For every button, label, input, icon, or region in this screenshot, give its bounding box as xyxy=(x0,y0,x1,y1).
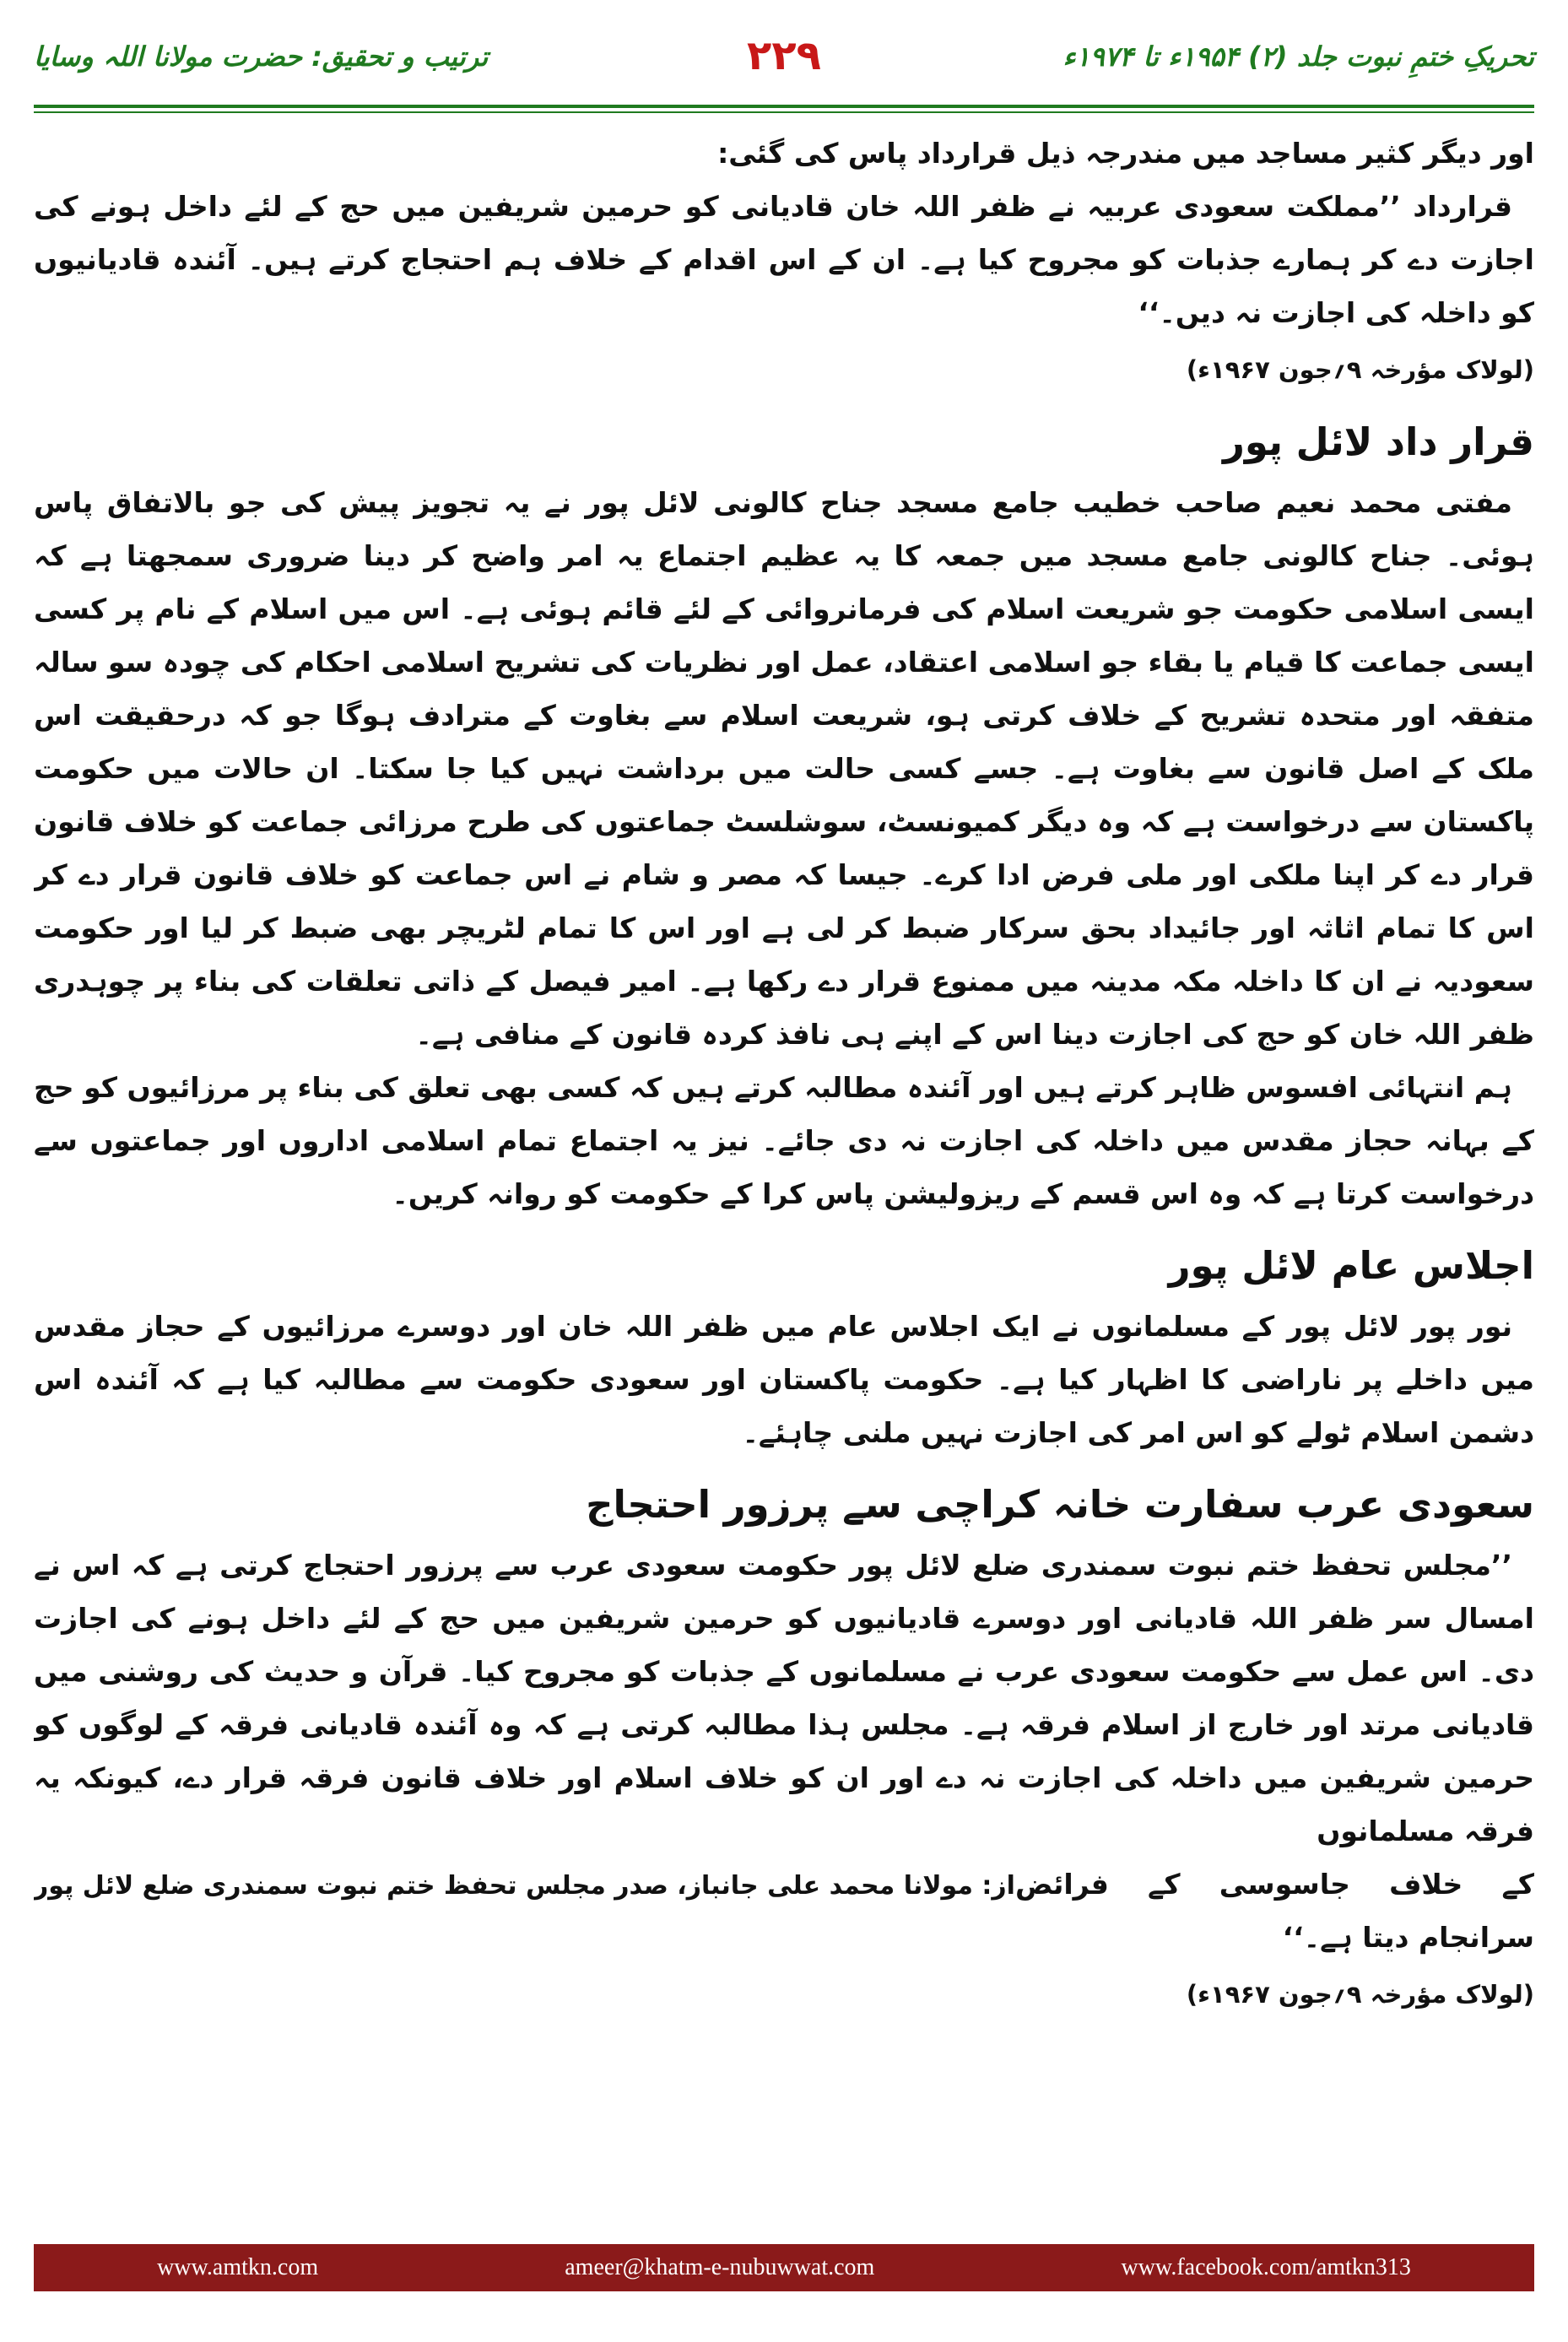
header-divider xyxy=(34,105,1534,113)
closing-line xyxy=(34,1858,1534,1964)
intro-line: اور دیگر کثیر مساجد میں مندرجہ ذیل قرارداد پاس کی گئی: xyxy=(717,137,1534,170)
book-title: تحریکِ ختمِ نبوت جلد (۲) ۱۹۵۴ء تا ۱۹۷۴ء xyxy=(1062,41,1534,73)
page-footer xyxy=(34,2244,1534,2291)
footer-email-link[interactable]: ameer@khatm-e-nubuwwat.com xyxy=(565,2254,875,2280)
citation: (لولاک مؤرخہ ۹؍جون ۱۹۶۷ء) xyxy=(1186,355,1534,384)
footer-facebook-link[interactable]: www.facebook.com/amtkn313 xyxy=(1121,2254,1411,2280)
resolution-text: قرارداد ’’مملکت سعودی عربیہ نے ظفر اللہ خان قادیانی کو حرمین شریفین میں حج کے لئے داخل ہونے کی اجازت دے کر ہمارے جذبات کو مجروح کیا ہے۔ ان کے اس اقدام کے خلاف ہم احتجاج کرتے ہیں۔ آئندہ قادیانیوں کو داخلہ کی اجازت نہ دیں۔‘‘ xyxy=(34,190,1534,329)
closing-text: کے خلاف جاسوسی کے فرائض سرانجام دیتا ہے۔‘‘ xyxy=(1014,1868,1534,1954)
signature: از: مولانا محمد علی جانباز، صدر مجلس تحفظ ختم نبوت سمندری ضلع لائل پور xyxy=(34,1871,1015,1901)
page-body xyxy=(34,127,1534,2215)
footer-website-link[interactable]: www.amtkn.com xyxy=(157,2254,319,2280)
compiler-credit: ترتیب و تحقیق: حضرت مولانا اللہ وسایا xyxy=(34,41,489,73)
section-heading: سعودی عرب سفارت خانہ کراچی سے پرزور احتجاج xyxy=(586,1482,1534,1527)
paragraph: مفتی محمد نعیم صاحب خطیب جامع مسجد جناح کالونی لائل پور نے یہ تجویز پیش کی جو بالاتفاق پاس ہوئی۔ جناح کالونی جامع مسجد میں جمعہ کا یہ عظیم اجتماع یہ امر واضح کر دینا ضروری سمجھتا ہے کہ ایسی اسلامی حکومت جو شریعت اسلام کی فرمانروائی کے لئے قائم ہوئی ہے۔ اس میں اسلام کے نام پر کسی ایسی جماعت کا قیام یا بقاء جو اسلامی اعتقاد، عمل اور نظریات کی تشریح اسلامی احکام کی چودہ سو سالہ متفقہ اور متحدہ تشریح کے خلاف کرتی ہو، شریعت اسلام سے بغاوت کے مترادف ہوگا جو کہ درحقیقت اس ملک کے اصل قانون سے بغاوت ہے۔ جسے کسی حالت میں برداشت نہیں کیا جا سکتا۔ ان حالات میں حکومت پاکستان سے درخواست ہے کہ وہ دیگر کمیونسٹ، سوشلسٹ جماعتوں کی طرح مرزائی جماعت کو خلاف قانون قرار دے کر اپنا ملکی اور ملی فرض ادا کرے۔ جیسا کہ مصر و شام نے اس جماعت کو خلاف قانون قرار دے کر اس کا تمام اثاثہ اور جائیداد بحق سرکار ضبط کر لی ہے اور اس کا تمام لٹریچر بھی ضبط کر لیا اور حکومت سعودیہ نے ان کا داخلہ مکہ مدینہ میں ممنوع قرار دے رکھا ہے۔ امیر فیصل کے ذاتی تعلقات کی بناء پر چوہدری ظفر اللہ خان کو حج کی اجازت دینا اس کے اپنے ہی نافذ کردہ قانون کے منافی ہے۔ xyxy=(34,486,1534,1051)
paragraph: ہم انتہائی افسوس ظاہر کرتے ہیں اور آئندہ مطالبہ کرتے ہیں کہ کسی بھی تعلق کی بناء پر مرزائیوں کو حج کے بہانہ حجاز مقدس میں داخلہ کی اجازت نہ دی جائے۔ نیز یہ اجتماع تمام اسلامی اداروں اور جماعتوں سے درخواست کرتا ہے کہ وہ اس قسم کے ریزولیشن پاس کرا کے حکومت کو روانہ کریں۔ xyxy=(34,1071,1534,1210)
paragraph: ’’مجلس تحفظ ختم نبوت سمندری ضلع لائل پور حکومت سعودی عرب سے پرزور احتجاج کرتی ہے کہ اس نے امسال سر ظفر اللہ قادیانی اور دوسرے قادیانیوں کو حرمین شریفین میں حج کے لئے داخل ہونے کی اجازت دی۔ اس عمل سے حکومت سعودی عرب نے مسلمانوں کے جذبات کو مجروح کیا۔ قرآن و حدیث کی روشنی میں قادیانی مرتد اور خارج از اسلام فرقہ ہے۔ مجلس ہذا مطالبہ کرتی ہے کہ وہ آئندہ قادیانی فرقہ کے لوگوں کو حرمین شریفین میں داخلہ کی اجازت نہ دے اور ان کو خلاف اسلام اور خلاف قانون فرقہ قرار دے، کیونکہ یہ فرقہ مسلمانوں xyxy=(34,1549,1534,1847)
page-number: ۲۲۹ xyxy=(747,32,821,79)
paragraph: نور پور لائل پور کے مسلمانوں نے ایک اجلاس عام میں ظفر اللہ خان اور دوسرے مرزائیوں کے حجاز مقدس میں داخلے پر ناراضی کا اظہار کیا ہے۔ حکومت پاکستان اور سعودی حکومت سے مطالبہ کیا ہے کہ آئندہ اس دشمن اسلام ٹولے کو اس امر کی اجازت نہیں ملنی چاہئے۔ xyxy=(34,1310,1534,1449)
section-heading: قرار داد لائل پور xyxy=(1223,419,1534,464)
section-heading: اجلاس عام لائل پور xyxy=(1168,1243,1534,1288)
page-header xyxy=(34,30,1534,98)
citation: (لولاک مؤرخہ ۹؍جون ۱۹۶۷ء) xyxy=(1186,1980,1534,2009)
